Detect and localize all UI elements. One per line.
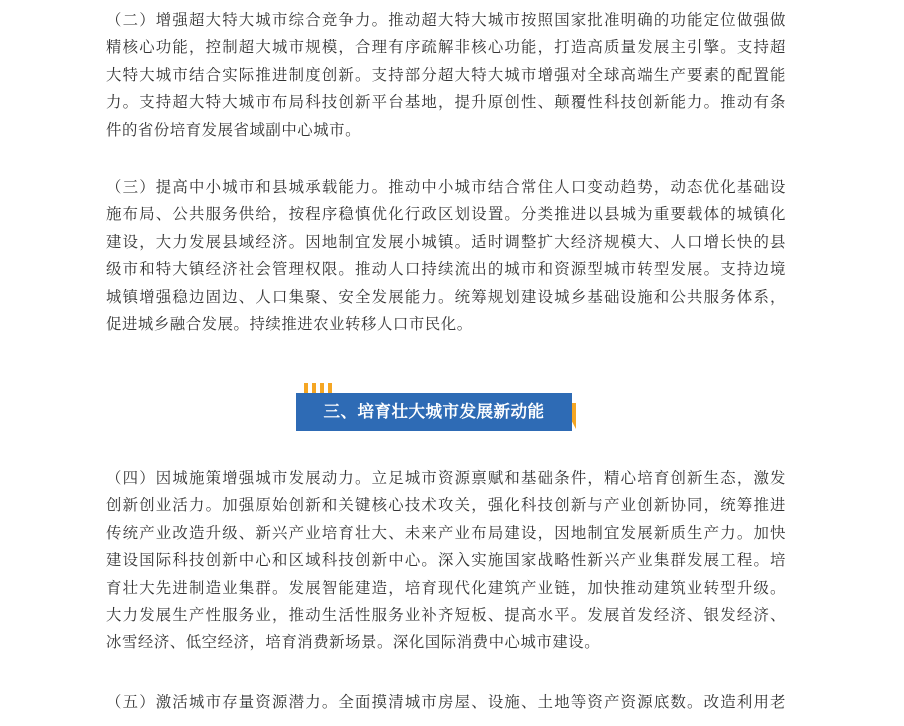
paragraph-2 [106,7,786,144]
paragraph-4 [106,465,786,657]
paragraph-line: 建设国际科技创新中心和区域科技创新中心。深入实施国家战略性新兴产业集群发展工程。培 [106,551,786,570]
decoration-bar [304,383,308,393]
paragraph-line: （二）增强超大特大城市综合竞争力。推动超大特大城市按照国家批准明确的功能定位做强做 [106,11,786,29]
paragraph-line: 冰雪经济、低空经济，培育消费新场景。深化国际消费中心城市建设。 [106,633,601,652]
decoration-bar [328,383,332,393]
paragraph-line: （四）因城施策增强城市发展动力。立足城市资源禀赋和基础条件，精心培育创新生态，激发 [106,469,786,487]
paragraph-line: 力。支持超大特大城市布局科技创新平台基地，提升原创性、颠覆性科技创新能力。推动有条 [106,93,786,112]
paragraph-line: 建设，大力发展县域经济。因地制宜发展小城镇。适时调整扩大经济规模大、人口增长快的县 [106,232,786,251]
paragraph-line: 大力发展生产性服务业，推动生活性服务业补齐短板、提高水平。发展首发经济、银发经济、 [106,606,786,625]
paragraph-line: 创新创业活力。加强原始创新和关键核心技术攻关，强化科技创新与产业创新协同，统筹推进 [106,496,786,515]
decoration-bar [320,383,324,393]
paragraph-line: 促进城乡融合发展。持续推进农业转移人口市民化。 [106,315,473,334]
paragraph-line: 传统产业改造升级、新兴产业培育壮大、未来产业布局建设，因地制宜发展新质生产力。加快 [106,523,786,542]
section-header [296,383,580,433]
header-decoration-bars [304,383,332,393]
paragraph-line: 育壮大先进制造业集群。发展智能建造，培育现代化建筑产业链，加快推动建筑业转型升级。 [106,578,786,597]
paragraph-line: 大特大城市结合实际推进制度创新。支持部分超大特大城市增强对全球高端生产要素的配置能 [106,65,786,84]
paragraph-line: 城镇增强稳边固边、人口集聚、安全发展能力。统筹规划建设城乡基础设施和公共服务体系， [106,287,786,306]
section-title: 三、培育壮大城市发展新动能 [323,402,545,421]
paragraph-line: 级市和特大镇经济社会管理权限。推动人口持续流出的城市和资源型城市转型发展。支持边境 [106,260,786,279]
paragraph-3 [106,174,786,338]
paragraph-line: （五）激活城市存量资源潜力。全面摸清城市房屋、设施、土地等资产资源底数。改造利用老 [106,693,786,711]
paragraph-line: （三）提高中小城市和县城承载能力。推动中小城市结合常住人口变动趋势，动态优化基础设 [106,178,786,196]
decoration-bar [312,383,316,393]
paragraph-line: 件的省份培育发展省域副中心城市。 [106,120,362,139]
paragraph-line: 精核心功能，控制超大城市规模，合理有序疏解非核心功能，打造高质量发展主引擎。支持超 [106,38,786,57]
paragraph-5 [106,689,786,716]
paragraph-line: 施布局、公共服务供给，按程序稳慎优化行政区划设置。分类推进以县城为重要载体的城镇化 [106,205,786,224]
